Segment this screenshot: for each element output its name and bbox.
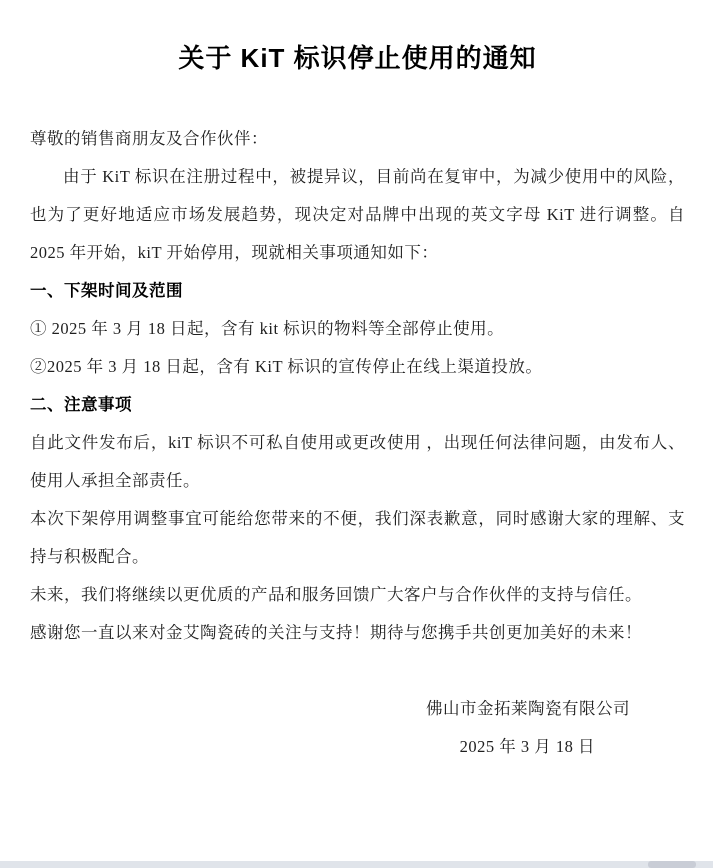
section-1-item-2: ②2025 年 3 月 18 日起，含有 KiT 标识的宣传停止在线上渠道投放。 [30,357,543,376]
section-1-heading: 一、下架时间及范围 [30,282,183,300]
section-1-item-1: ① 2025 年 3 月 18 日起，含有 kit 标识的物料等全部停止使用。 [30,319,505,338]
document-title: 关于 KiT 标识停止使用的通知 [178,43,537,73]
intro-paragraph: 由于 KiT 标识在注册过程中，被提异议，目前尚在复审中，为减少使用中的风险，也为了更好地适应市场发展趋势，现决定对品牌中出现的英文字母 KiT 进行调整。自 2025 年开始，kiT 开始停用，现就相关事项通知如下： [30,167,685,262]
signature-company-name: 佛山市金拓莱陶瓷有限公司 [426,699,630,718]
section-2-paragraph-1: 自此文件发布后，kiT 标识不可私自使用或更改使用 ，出现任何法律问题，由发布人、使用人承担全部责任。 [30,433,685,490]
signature-date: 2025 年 3 月 18 日 [459,737,595,756]
scrollbar-thumb[interactable] [648,861,696,868]
section-2-paragraph-2: 本次下架停用调整事宜可能给您带来的不便，我们深表歉意，同时感谢大家的理解、支持与积极配合。 [30,509,685,566]
section-2-paragraph-3: 未来，我们将继续以更优质的产品和服务回馈广大客户与合作伙伴的支持与信任。 [30,585,642,604]
horizontal-scrollbar[interactable] [0,861,713,868]
closing-thanks-paragraph: 感谢您一直以来对金艾陶瓷砖的关注与支持！期待与您携手共创更加美好的未来！ [30,623,642,642]
section-2-heading: 二、注意事项 [30,396,132,414]
greeting-line: 尊敬的销售商朋友及合作伙伴： [30,129,268,148]
signature-block [30,690,685,766]
